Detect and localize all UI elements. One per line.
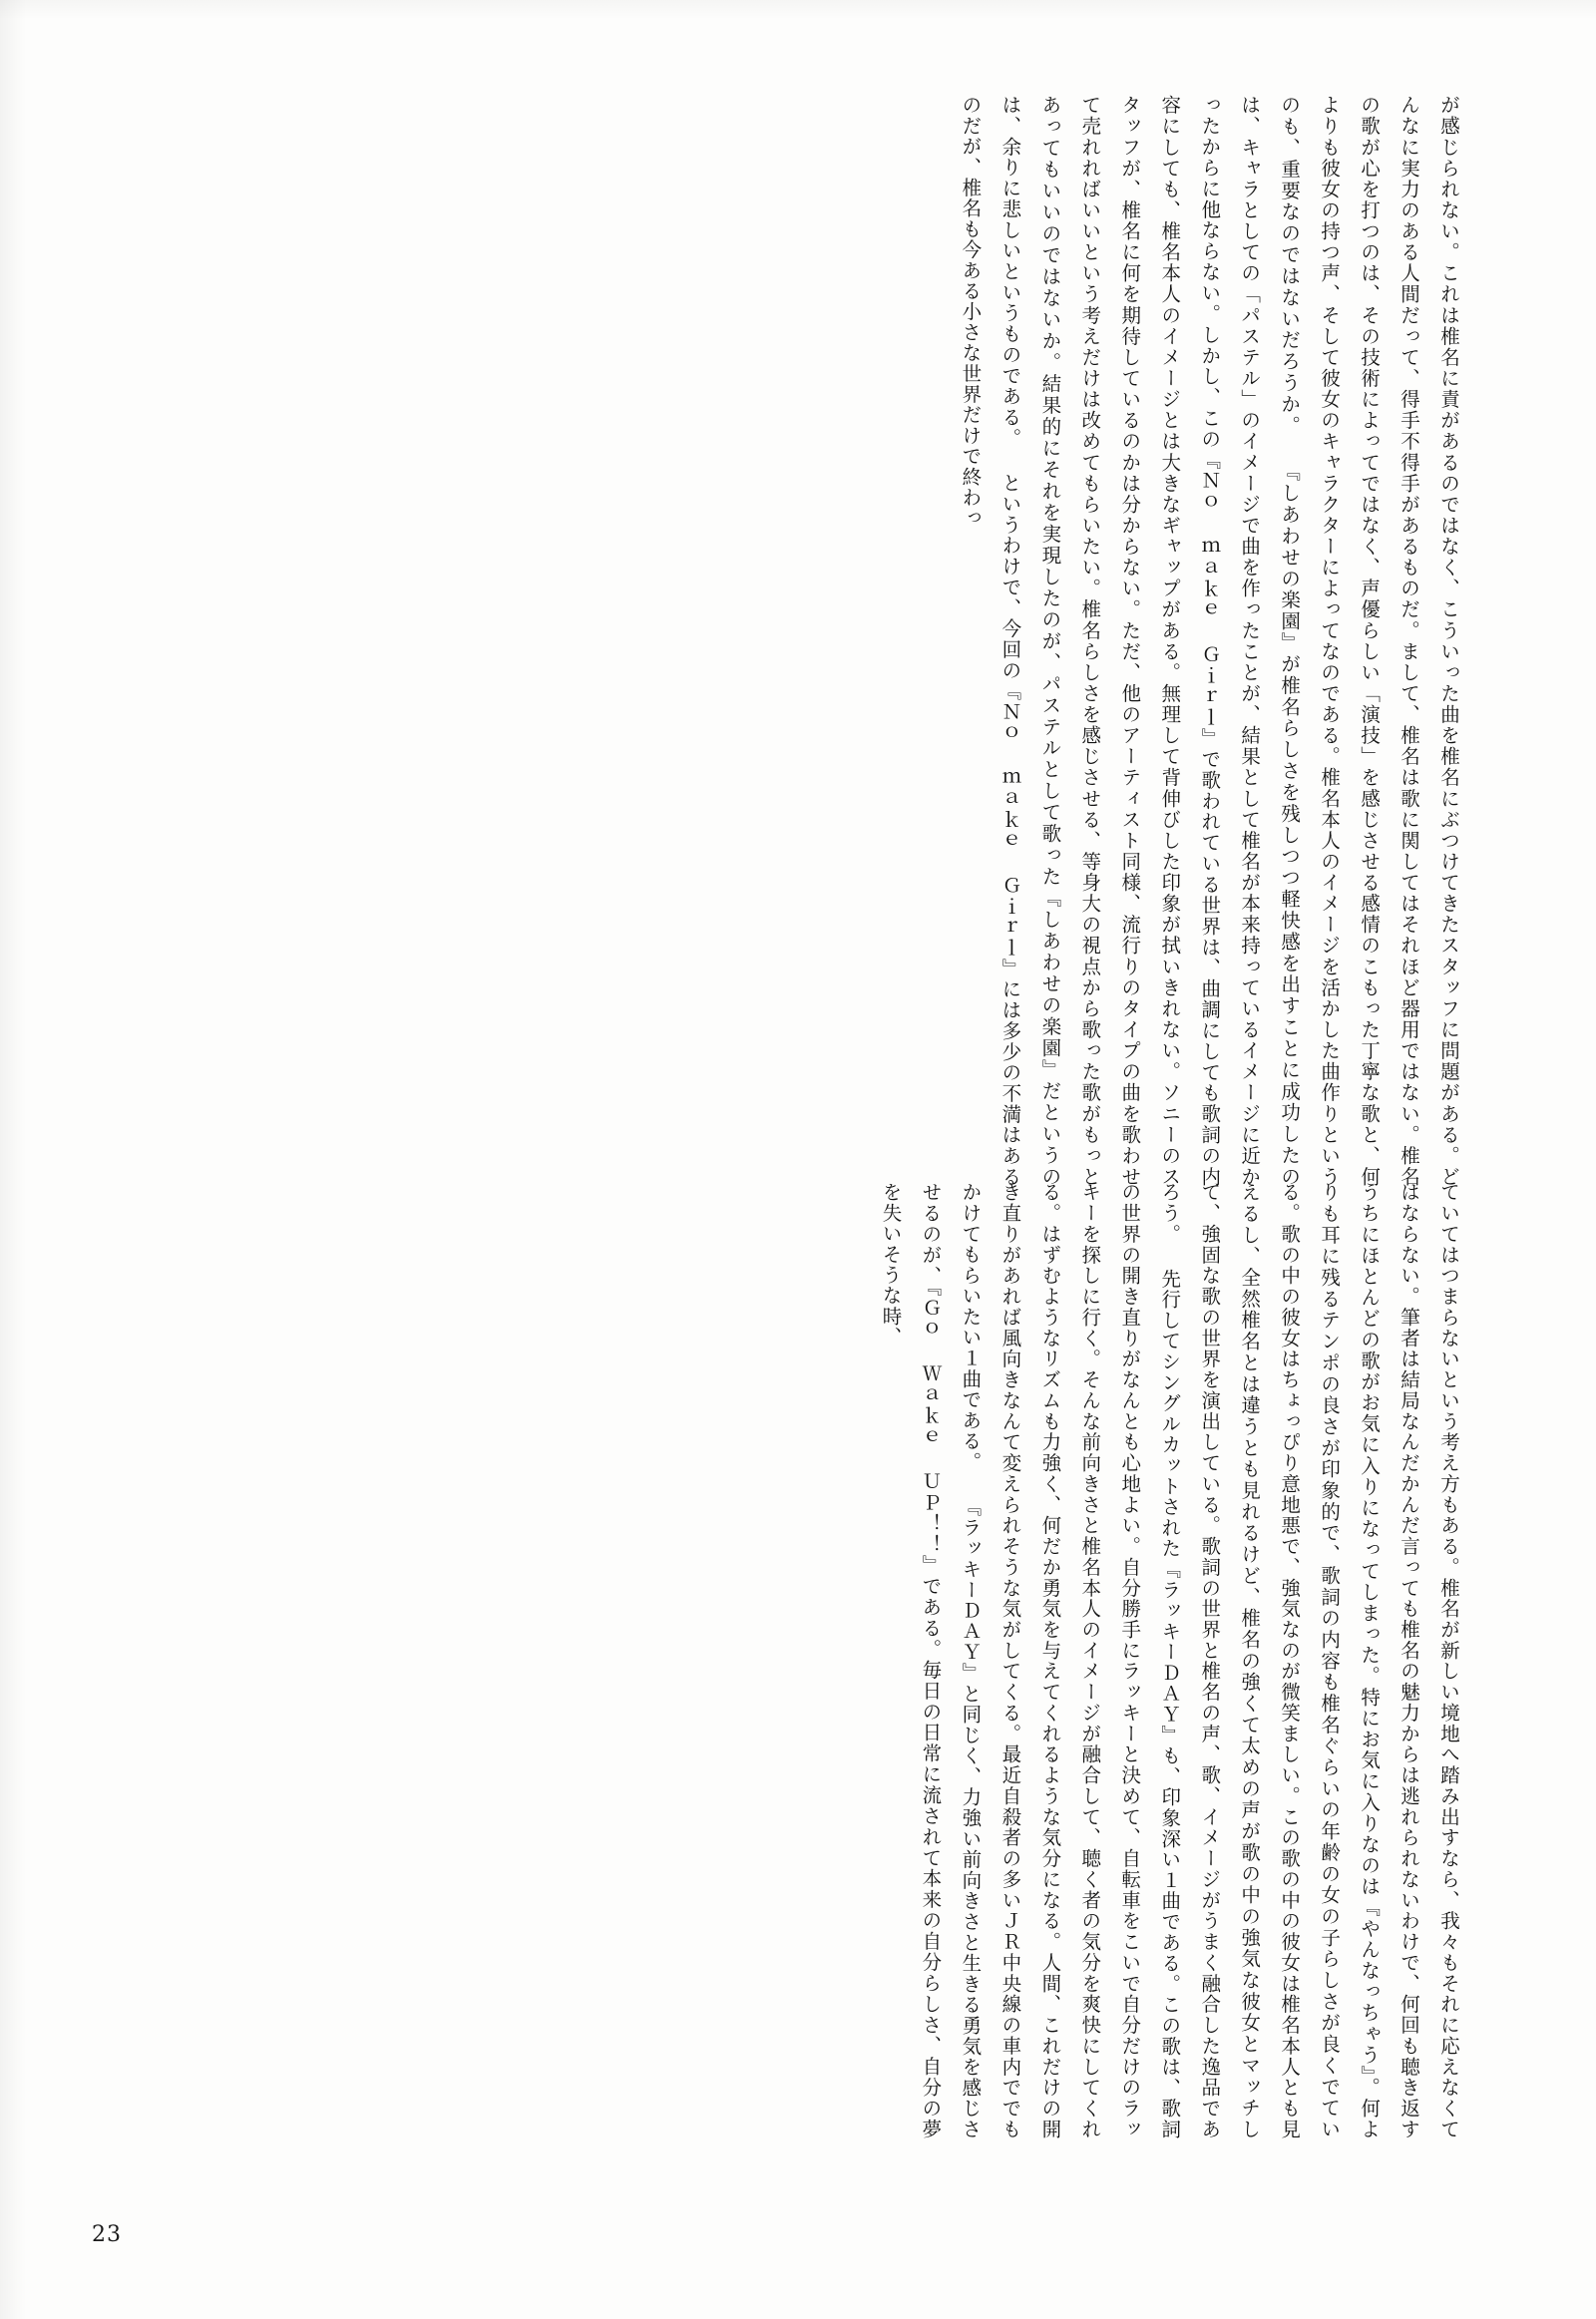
page-edge-shading-left: [0, 0, 26, 2319]
body-text-lower: ていてはつまらないという考え方もある。椎名が新しい境地へ踏み出すなら、我々もそれに応えなくてはならない。筆者は結局なんだかんだ言っても椎名の魅力からは逃れられないわけで、何回も聴き返すうちにほとんどの歌がお気に入りになってしまった。特にお気に入りなのは『やんなっちゃう』。何よりも耳に残るテンポの良さが印象的で、歌詞の内容も椎名ぐらいの年齢の女の子らしさが良くでている。歌の中の彼女はちょっぴり意地悪で、強気なのが微笑ましい。この歌の中の彼女は椎名本人とも見えるし、全然椎名とは違うとも見れるけど、椎名の強くて太めの声が歌の中の強気な彼女とマッチして、強固な歌の世界を演出している。歌詞の世界と椎名の声、歌、イメージがうまく融合した逸品であろう。 先行してシングルカットされた『ラッキーＤＡＹ』も、印象深い１曲である。この歌は、歌詞の世界の開き直りがなんとも心地よい。自分勝手にラッキーと決めて、自転車をこいで自分だけのラッキーを探しに行く。そんな前向きさと椎名本人のイメージが融合して、聴く者の気分を爽快にしてくれる。はずむようなリズムも力強く、何だか勇気を与えてくれるような気分になる。人間、これだけの開き直りがあれば風向きなんて変えられそうな気がしてくる。最近自殺者の多いＪＲ中央線の車内ででもかけてもらいたい１曲である。 『ラッキーＤＡＹ』と同じく、力強い前向きさと生きる勇気を感じさせるのが、『Ｇｏ Ｗａｋｅ ＵＰ！！』である。毎日の日常に流されて本来の自分らしさ、自分の夢を失いそうな時、: [879, 1182, 1460, 2139]
body-text-upper: が感じられない。これは椎名に責があるのではなく、こういった曲を椎名にぶつけてきたスタッフに問題がある。どんなに実力のある人間だって、得手不得手があるものだ。まして、椎名は歌に関してはそれほど器用ではない。椎名の歌が心を打つのは、その技術によってではなく、声優らしい「演技」を感じさせる感情のこもった丁寧な歌と、何よりも彼女の持つ声、そして彼女のキャラクターによってなのである。椎名本人のイメージを活かした曲作りというのも、重要なのではないだろうか。 『しあわせの楽園』が椎名らしさを残しつつ軽快感を出すことに成功したのは、キャラとしての「パステル」のイメージで曲を作ったことが、結果として椎名が本来持っているイメージに近かったからに他ならない。しかし、この『Ｎｏ ｍａｋｅ Ｇｉｒｌ』で歌われている世界は、曲調にしても歌詞の内容にしても、椎名本人のイメージとは大きなギャップがある。無理して背伸びした印象が拭いきれない。ソニーのスタッフが、椎名に何を期待しているのかは分からない。ただ、他のアーティスト同様、流行りのタイプの曲を歌わせて売れればいいという考えだけは改めてもらいたい。椎名らしさを感じさせる、等身大の視点から歌った歌がもっとあってもいいのではないか。結果的にそれを実現したのが、パステルとして歌った『しあわせの楽園』だというのは、余りに悲しいというものである。 というわけで、今回の『Ｎｏ ｍａｋｅ Ｇｉｒｌ』には多少の不満はあるのだが、椎名も今ある小さな世界だけで終わっ: [959, 95, 1460, 1187]
page-number: 23: [92, 2222, 122, 2247]
page-edge-shading-top: [0, 0, 1596, 20]
